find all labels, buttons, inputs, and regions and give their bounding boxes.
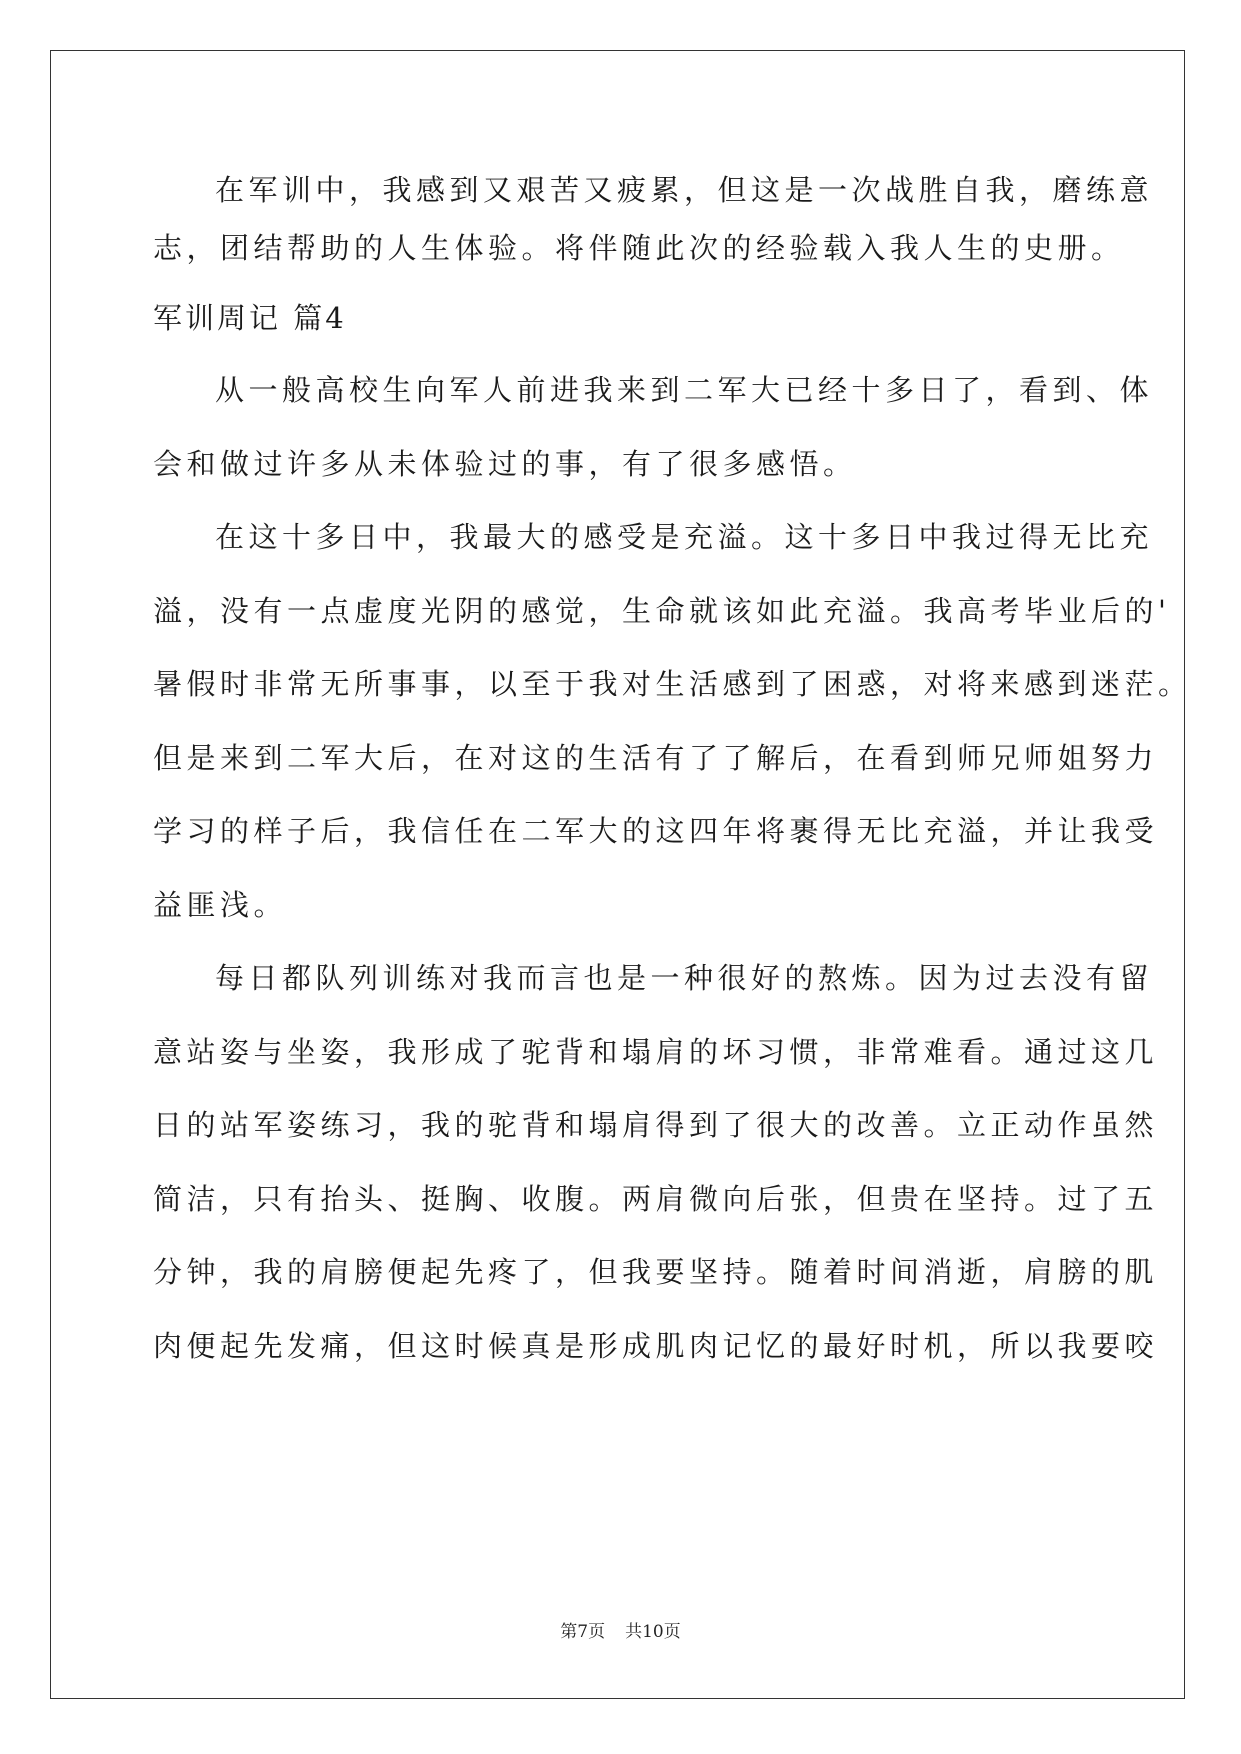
paragraph-line: 分钟，我的肩膀便起先疼了，但我要坚持。随着时间消逝，肩膀的肌 [153, 1255, 1159, 1289]
paragraph-line: 会和做过许多从未体验过的事，有了很多感悟。 [153, 447, 857, 481]
paragraph-line: 日的站军姿练习，我的驼背和塌肩得到了很大的改善。立正动作虽然 [153, 1108, 1159, 1142]
paragraph-line: 在军训中，我感到又艰苦又疲累，但这是一次战胜自我，磨练意 [215, 173, 1154, 207]
paragraph-line: 简洁，只有抬头、挺胸、收腹。两肩微向后张，但贵在坚持。过了五 [153, 1182, 1159, 1216]
paragraph-line: 益匪浅。 [153, 888, 288, 922]
page-footer [0, 1620, 1241, 1644]
paragraph-line: 学习的样子后，我信任在二军大的这四年将裹得无比充溢，并让我受 [153, 814, 1159, 848]
paragraph-line: 在这十多日中，我最大的感受是充溢。这十多日中我过得无比充 [215, 520, 1154, 554]
paragraph-line: 溢，没有一点虚度光阴的感觉，生命就该如此充溢。我高考毕业后的' [153, 594, 1171, 628]
paragraph-line: 暑假时非常无所事事，以至于我对生活感到了困惑，对将来感到迷茫。 [153, 667, 1192, 701]
page-number: 第7页 [560, 1622, 606, 1642]
paragraph-line: 意站姿与坐姿，我形成了驼背和塌肩的坏习惯，非常难看。通过这几 [153, 1035, 1159, 1069]
page-total: 共10页 [625, 1622, 681, 1642]
paragraph-line: 但是来到二军大后，在对这的生活有了了解后，在看到师兄师姐努力 [153, 741, 1159, 775]
paragraph-line: 志，团结帮助的人生体验。将伴随此次的经验载入我人生的史册。 [153, 231, 1125, 265]
paragraph-line: 每日都队列训练对我而言也是一种很好的熬炼。因为过去没有留 [215, 961, 1154, 995]
paragraph-line: 从一般高校生向军人前进我来到二军大已经十多日了，看到、体 [215, 373, 1154, 407]
section-heading: 军训周记 篇4 [153, 301, 347, 335]
paragraph-line: 肉便起先发痛，但这时候真是形成肌肉记忆的最好时机，所以我要咬 [153, 1329, 1159, 1363]
